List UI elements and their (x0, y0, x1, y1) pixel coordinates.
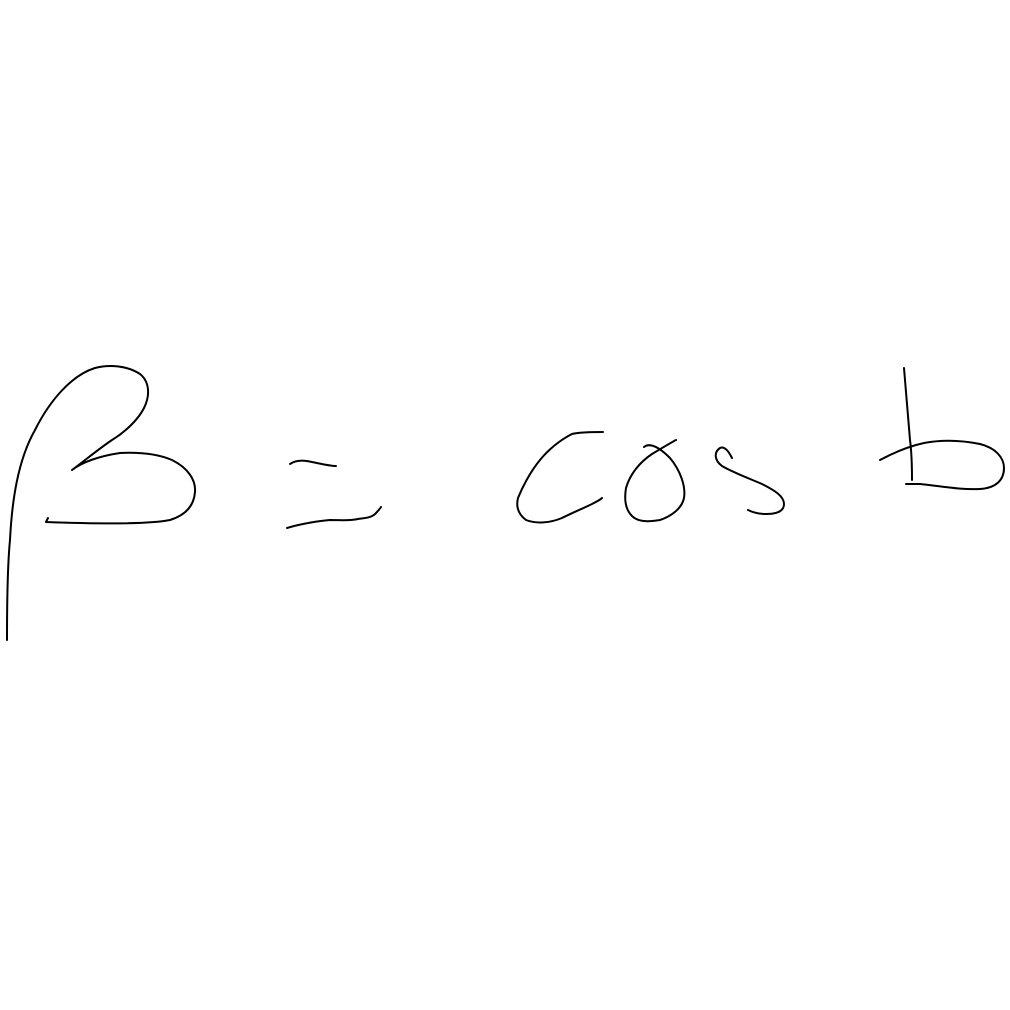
beta-stroke (7, 366, 195, 640)
letter-c-glyph (517, 432, 603, 522)
letter-t-loop-stroke (880, 441, 1004, 489)
equals-top-stroke (290, 461, 336, 466)
beta-glyph (7, 366, 195, 640)
letter-c-stroke (517, 432, 603, 522)
letter-o-stroke (625, 440, 684, 521)
letter-o-glyph (625, 440, 684, 521)
letter-t-stem-stroke (904, 368, 912, 480)
equals-bottom-stroke (287, 507, 381, 528)
letter-s-stroke (716, 447, 784, 514)
letter-t-glyph (880, 368, 1004, 489)
letter-s-glyph (716, 447, 784, 514)
equals-glyph (287, 461, 381, 528)
handwritten-expression (7, 366, 1004, 640)
